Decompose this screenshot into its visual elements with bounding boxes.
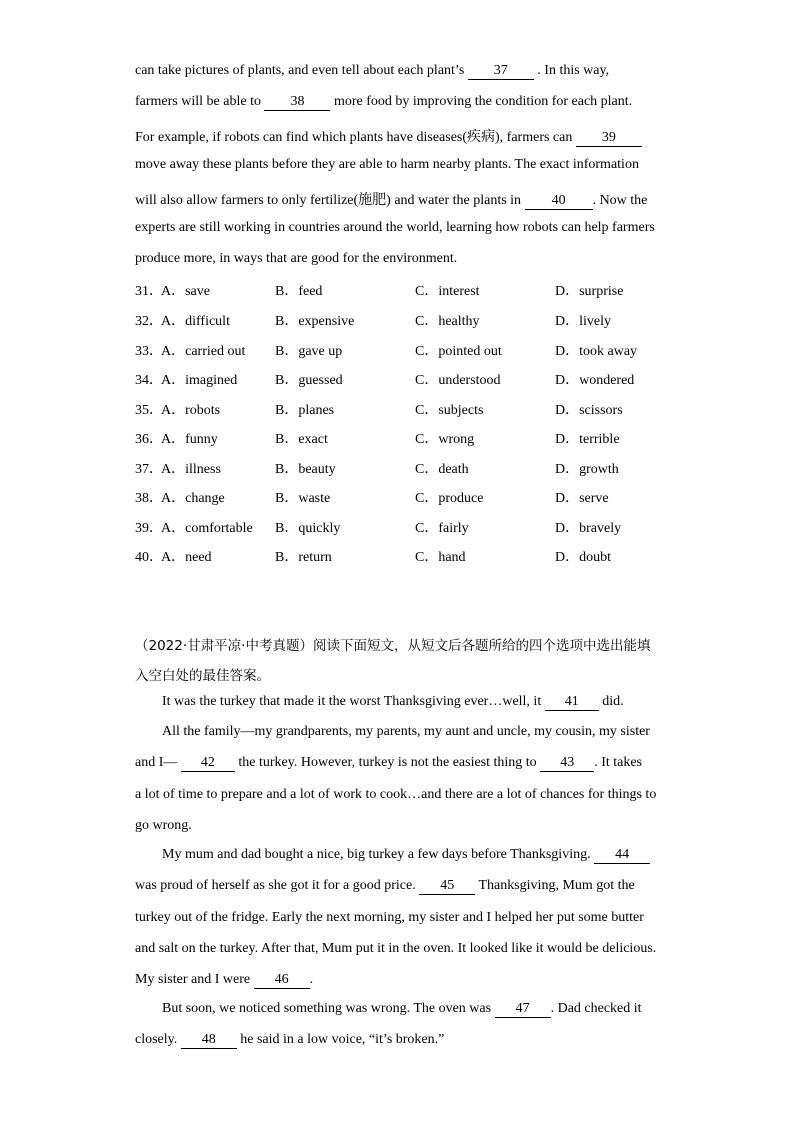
answer-blank-38: 38	[264, 94, 330, 111]
passage-line: My sister and I were 46 .	[135, 972, 314, 987]
option-b[interactable]: B．exact	[275, 432, 328, 447]
option-d[interactable]: D．lively	[555, 314, 611, 329]
option-a[interactable]: A．need	[161, 550, 212, 565]
question-number: 35．	[135, 403, 163, 418]
option-d[interactable]: D．serve	[555, 491, 609, 506]
option-a[interactable]: A．comfortable	[161, 521, 253, 536]
question-options-34	[135, 369, 695, 389]
passage-line: and I— 42 the turkey. However, turkey is not the easiest thing to 43 . It takes	[135, 755, 643, 770]
option-c[interactable]: C．fairly	[415, 521, 469, 536]
question-number: 40．	[135, 550, 163, 565]
question-number: 37．	[135, 462, 163, 477]
question-number: 34．	[135, 373, 163, 388]
passage-line: produce more, in ways that are good for the environment.	[135, 251, 458, 266]
question-options-36	[135, 428, 695, 448]
passage-line: can take pictures of plants, and even tell about each plant’s 37 . In this way,	[135, 63, 610, 78]
option-b[interactable]: B．waste	[275, 491, 331, 506]
option-a[interactable]: A．carried out	[161, 344, 246, 359]
answer-blank-44: 44	[594, 847, 650, 864]
option-b[interactable]: B．return	[275, 550, 332, 565]
passage-line: experts are still working in countries around the world, learning how robots can help farmers	[135, 220, 655, 235]
question-options-33	[135, 340, 695, 360]
passage-line: go wrong.	[135, 818, 192, 833]
option-c[interactable]: C．understood	[415, 373, 501, 388]
question-number: 39．	[135, 521, 163, 536]
option-a[interactable]: A．robots	[161, 403, 221, 418]
passage-line: My mum and dad bought a nice, big turkey a few days before Thanksgiving. 44	[162, 847, 650, 864]
answer-blank-43: 43	[540, 755, 594, 772]
option-b[interactable]: B．planes	[275, 403, 335, 418]
question-options-31	[135, 280, 695, 300]
option-c[interactable]: C．death	[415, 462, 469, 477]
option-a[interactable]: A．illness	[161, 462, 221, 477]
option-c[interactable]: C．produce	[415, 491, 484, 506]
option-c[interactable]: C．hand	[415, 550, 466, 565]
passage-line: was proud of herself as she got it for a good price. 45 Thanksgiving, Mum got the	[135, 878, 635, 893]
question-number: 32．	[135, 314, 163, 329]
option-c[interactable]: C．wrong	[415, 432, 475, 447]
answer-blank-37: 37	[468, 63, 534, 80]
option-a[interactable]: A．funny	[161, 432, 218, 447]
answer-blank-42: 42	[181, 755, 235, 772]
answer-blank-41: 41	[545, 694, 599, 711]
question-options-37	[135, 458, 695, 478]
passage-line: will also allow farmers to only fertilize(施肥) and water the plants in 40 . Now the	[135, 193, 648, 208]
passage-line: and salt on the turkey. After that, Mum put it in the oven. It looked like it would be delicious.	[135, 941, 657, 956]
option-c[interactable]: C．pointed out	[415, 344, 502, 359]
question-options-39	[135, 517, 695, 537]
answer-blank-46: 46	[254, 972, 310, 989]
passage-line: But soon, we noticed something was wrong. The oven was 47 . Dad checked it	[162, 1001, 642, 1016]
instruction-line: （2022·甘肃平凉·中考真题）阅读下面短文，从短文后各题所给的四个选项中选出能填	[135, 638, 651, 654]
option-d[interactable]: D．wondered	[555, 373, 635, 388]
question-options-35	[135, 399, 695, 419]
option-b[interactable]: B．beauty	[275, 462, 336, 477]
answer-blank-47: 47	[495, 1001, 551, 1018]
option-a[interactable]: A．difficult	[161, 314, 230, 329]
option-a[interactable]: A．change	[161, 491, 225, 506]
passage-line: turkey out of the fridge. Early the next morning, my sister and I helped her put some butter	[135, 910, 644, 925]
option-d[interactable]: D．bravely	[555, 521, 622, 536]
option-d[interactable]: D．growth	[555, 462, 619, 477]
option-b[interactable]: B．guessed	[275, 373, 343, 388]
question-number: 38．	[135, 491, 163, 506]
instruction-line: 入空白处的最佳答案。	[135, 668, 270, 684]
question-number: 36．	[135, 432, 163, 447]
option-b[interactable]: B．feed	[275, 284, 323, 299]
option-c[interactable]: C．interest	[415, 284, 480, 299]
passage-line: It was the turkey that made it the worst Thanksgiving ever…well, it 41 did.	[162, 694, 624, 709]
option-c[interactable]: C．subjects	[415, 403, 484, 418]
passage-line: All the family—my grandparents, my parents, my aunt and uncle, my cousin, my sister	[162, 724, 650, 739]
option-a[interactable]: A．imagined	[161, 373, 238, 388]
question-number: 31．	[135, 284, 163, 299]
option-d[interactable]: D．surprise	[555, 284, 624, 299]
answer-blank-40: 40	[525, 193, 593, 210]
passage-line: For example, if robots can find which plants have diseases(疾病), farmers can 39	[135, 126, 642, 147]
answer-blank-48: 48	[181, 1032, 237, 1049]
passage-line: move away these plants before they are able to harm nearby plants. The exact information	[135, 157, 639, 172]
passage-line: farmers will be able to 38 more food by improving the condition for each plant.	[135, 94, 633, 109]
option-c[interactable]: C．healthy	[415, 314, 480, 329]
option-b[interactable]: B．quickly	[275, 521, 341, 536]
question-options-40	[135, 546, 695, 566]
question-options-32	[135, 310, 695, 330]
answer-blank-39: 39	[576, 130, 642, 147]
passage-line: a lot of time to prepare and a lot of work to cook…and there are a lot of chances for things to	[135, 787, 657, 802]
option-b[interactable]: B．expensive	[275, 314, 355, 329]
question-number: 33．	[135, 344, 163, 359]
option-a[interactable]: A．save	[161, 284, 210, 299]
option-d[interactable]: D．scissors	[555, 403, 623, 418]
option-d[interactable]: D．terrible	[555, 432, 620, 447]
option-d[interactable]: D．took away	[555, 344, 638, 359]
passage-line: closely. 48 he said in a low voice, “it’s broken.”	[135, 1032, 445, 1047]
question-options-38	[135, 487, 695, 507]
option-b[interactable]: B．gave up	[275, 344, 343, 359]
option-d[interactable]: D．doubt	[555, 550, 611, 565]
answer-blank-45: 45	[419, 878, 475, 895]
